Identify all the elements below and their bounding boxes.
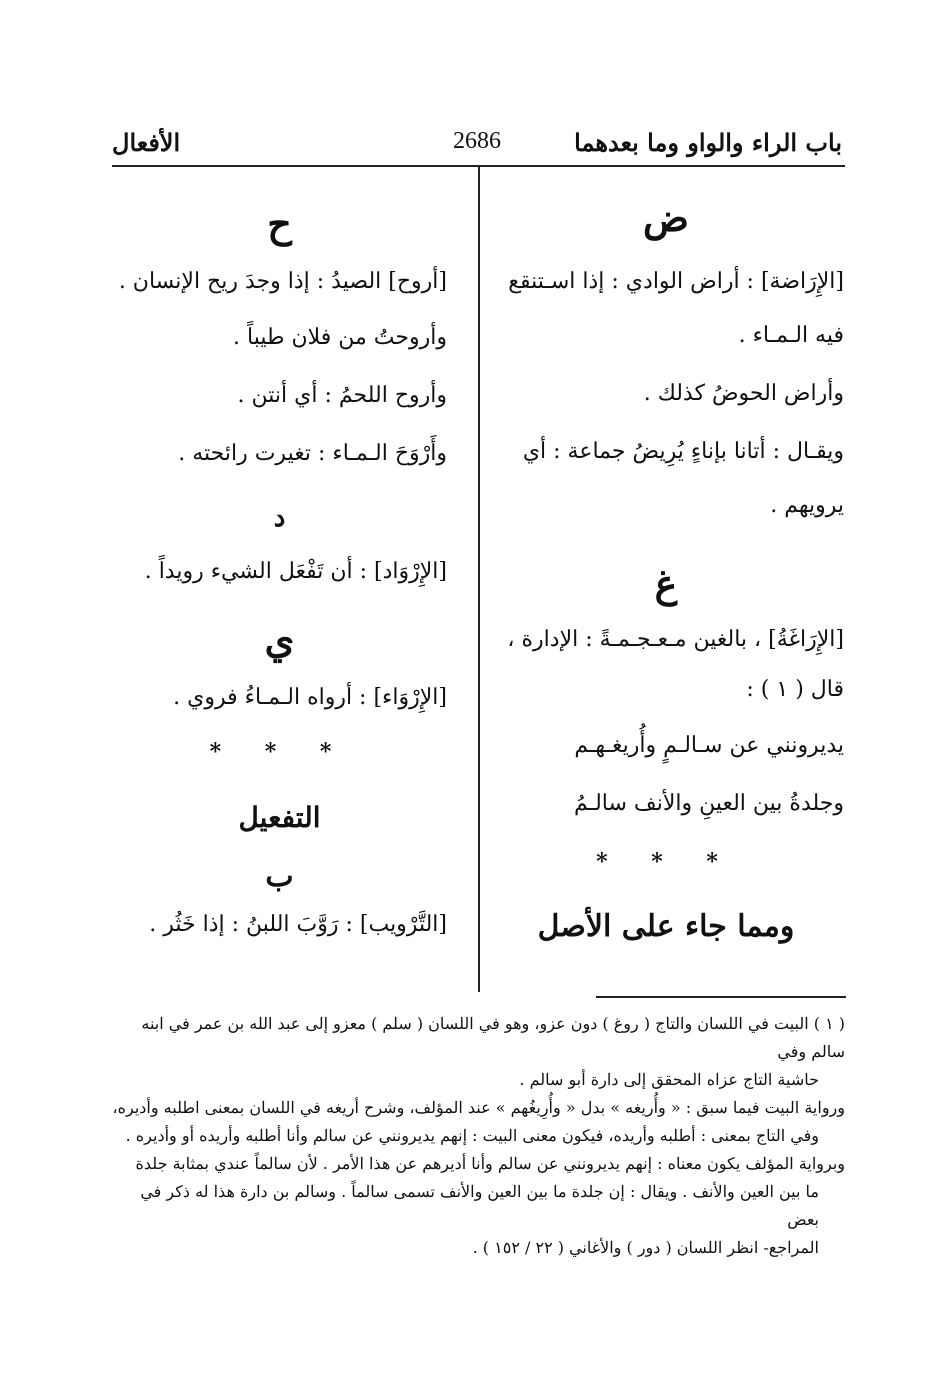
letter-heading-ba: ب (265, 859, 294, 894)
page-header (112, 128, 842, 168)
entry-iradha: [الإِرَاضة] : أراض الوادي : إذا اسـتنقع (508, 269, 844, 294)
footnote-line: المراجع- انظر اللسان ( دور ) والأغاني ( ٢٢ / ١٥٢ ) . (472, 1238, 819, 1257)
page-number: 2686 (453, 128, 501, 154)
section-separator-left: * * * (209, 739, 350, 765)
footnote-line: ما بين العين والأنف . ويقال : إن جلدة ما بين العين والأنف تسمى سالماً . وسالم بن دارة هذا له ذكر في بعض (140, 1182, 819, 1229)
entry-arwah-sayd: [أروح] الصيدُ : إذا وجدَ ريح الإنسان . (118, 269, 447, 294)
letter-heading-dal: د (273, 503, 286, 533)
footnote-line: وفي التاج بمعنى : أطلبه وأريده، فيكون معنى البيت : إنهم يديرونني عن سالم وأنا أطلبه وأريده أو وأديره . (125, 1126, 819, 1145)
footnote-line: حاشية التاج عزاه المحقق إلى دارة أبو سالم . (519, 1070, 819, 1089)
entry-arwah-maa: وأَرْوَحَ الـمـاء : تغيرت رائحته . (178, 441, 447, 466)
footnotes (112, 1010, 845, 1262)
chapter-title: الأفعال (112, 128, 181, 157)
entry-tarwib: [التَّرْويب] : رَوَّبَ اللبنُ : إذا خَثُر . (149, 912, 447, 937)
entry-arwaht: وأروحتُ من فلان طيباً . (233, 325, 447, 350)
footnote-line: وبرواية المؤلف يكون معناه : إنهم يديرونني عن سالم وأنا أديرهم عن هذا الأمر . لأن سالماً عندي بمثابة جلدة (135, 1154, 845, 1173)
verse-line-2: وجلدةُ بين العينِ والأنف سالـمُ (574, 791, 844, 816)
entry-irwaa: [الإِرْوَاء] : أرواه الـمـاءُ فروي . (173, 685, 447, 710)
letter-heading-ya: ي (264, 617, 295, 662)
left-column (112, 195, 447, 940)
footnote-line: ( ١ ) البيت في اللسان والتاج ( روغ ) دون عزو، وهو في اللسان ( سلم ) معزو إلى عبد الله بن عمر في ابنه سالم وفي (141, 1014, 845, 1061)
letter-heading-ha: ح (267, 201, 292, 246)
entry-arwah-lahm: وأروح اللحمُ : أي أنتن . (237, 383, 447, 408)
verse-line-1: يديرونني عن سـالـمٍ وأُريغـهـم (574, 733, 844, 758)
section-title: باب الراء والواو وما بعدهما (574, 128, 842, 157)
section-separator: * * * (596, 849, 736, 875)
entry-arad-hawd: وأراض الحوضُ كذلك . (643, 381, 844, 406)
section-heading-tafil: التفعيل (238, 801, 321, 834)
entry-iradha-cont: فيه الـمـاء . (738, 323, 844, 348)
entry-yurid-cont: يرويهم . (770, 493, 844, 518)
letter-heading-ghain: غ (654, 561, 678, 606)
entry-iragha-cont: قال ( ١ ) : (746, 677, 844, 702)
entry-irwad: [الإِرْوَاد] : أن تَفْعَل الشيء رويداً . (144, 559, 447, 584)
column-divider (478, 166, 480, 992)
letter-heading-dad: ض (643, 195, 689, 240)
entry-yurid: ويقـال : أتانا بإناءٍ يُرِيضُ جماعة : أي (522, 439, 844, 464)
right-column (488, 195, 844, 944)
footnote-rule (596, 996, 846, 998)
section-heading-original: ومما جاء على الأصل (537, 909, 795, 944)
entry-iragha: [الإِرَاغَةُ] ، بالغين مـعـجـمـةً : الإدارة ، (507, 627, 844, 652)
footnote-line: ورواية البيت فيما سبق : « وأُريغه » بدل « وأُرِيغُهم » عند المؤلف، وشرح أريغه في اللسان بمعنى اطلبه وأديره، (112, 1098, 845, 1117)
